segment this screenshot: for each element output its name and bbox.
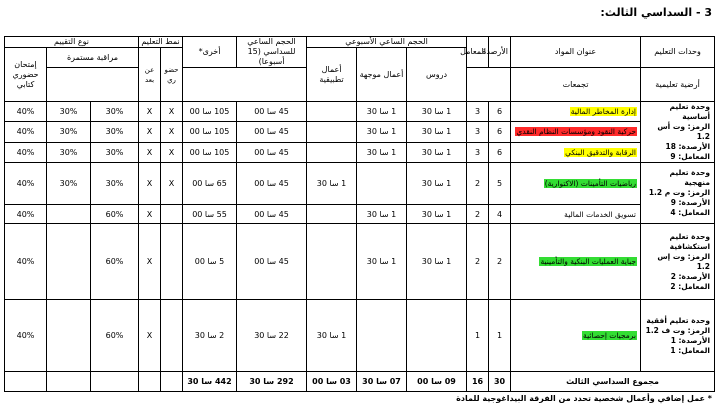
credits-cell: 5 — [489, 163, 511, 205]
remote-cell: X — [139, 205, 161, 224]
total-credits: 30 — [489, 372, 511, 392]
remote-cell: X — [139, 102, 161, 122]
subject-cell — [511, 102, 641, 122]
table-row — [5, 224, 715, 300]
tutorials-cell: 1 سا 30 — [357, 122, 407, 142]
lectures-cell: 1 سا 30 — [407, 142, 467, 162]
subject-name: تسويق الخدمات المالية — [564, 209, 637, 219]
subject-cell — [511, 142, 641, 162]
unit-line: المعامل: 2 — [670, 281, 711, 291]
header-presential: حضوري — [161, 48, 183, 102]
other-cell: 65 سا 00 — [183, 163, 237, 205]
subject-name: جباية العمليات البنكية والتأمينية — [540, 257, 637, 266]
table-row — [5, 102, 715, 122]
presential-cell: X — [161, 122, 183, 142]
total-semester: 292 سا 30 — [237, 372, 307, 392]
lectures-cell: 1 سا 30 — [407, 224, 467, 300]
semester-cell: 45 سا 00 — [237, 122, 307, 142]
coef-cell: 3 — [467, 102, 489, 122]
semester-cell: 45 سا 00 — [237, 224, 307, 300]
curriculum-table — [4, 36, 715, 392]
total-tutorials: 07 سا 30 — [357, 372, 407, 392]
unit-cell — [641, 102, 715, 163]
unit-line: وحدة تعليم أساسية — [669, 102, 711, 121]
total-practical: 03 سا 00 — [307, 372, 357, 392]
total-coef: 16 — [467, 372, 489, 392]
presential-cell: X — [161, 102, 183, 122]
coef-cell: 3 — [467, 142, 489, 162]
platform-cell: 30% — [91, 102, 139, 122]
platform-cell: 30% — [91, 142, 139, 162]
exam-cell: 40% — [5, 102, 47, 122]
table-body — [5, 102, 715, 392]
meetings-cell: 30% — [47, 102, 91, 122]
table-row — [5, 163, 715, 205]
header-platform: أرضية تعليمية — [641, 68, 715, 102]
exam-cell: 40% — [5, 300, 47, 372]
semester-cell: 45 سا 00 — [237, 205, 307, 224]
exam-cell: 40% — [5, 163, 47, 205]
subject-cell — [511, 122, 641, 142]
header-other: أخرى* — [183, 37, 237, 68]
unit-line: الرمز: وت ف 1.2 — [645, 325, 711, 335]
semester-cell: 45 سا 00 — [237, 163, 307, 205]
header-units: وحدات التعليم — [641, 37, 715, 68]
total-lectures: 09 سا 00 — [407, 372, 467, 392]
header-continuous-group: مراقبة مستمرة — [47, 48, 139, 68]
credits-cell: 6 — [489, 122, 511, 142]
credits-cell: 6 — [489, 142, 511, 162]
remote-cell: X — [139, 224, 161, 300]
meetings-cell: 30% — [47, 122, 91, 142]
platform-cell: 30% — [91, 122, 139, 142]
other-cell: 105 سا 00 — [183, 122, 237, 142]
platform-cell: 60% — [91, 205, 139, 224]
meetings-cell: 30% — [47, 142, 91, 162]
subject-name: برمجيات إحصائية — [583, 331, 637, 340]
header-weekly-group: الحجم الساعي الأسبوعي — [307, 37, 467, 48]
table-row — [5, 142, 715, 162]
header-coef: المعامل — [467, 37, 489, 68]
subject-name: إدارة المخاطر المالية — [570, 107, 637, 117]
other-cell: 55 سا 00 — [183, 205, 237, 224]
unit-line: الأرصدة: 2 — [670, 271, 711, 281]
credits-cell: 1 — [489, 300, 511, 372]
totals-row — [5, 372, 715, 392]
unit-line: الأرصدة: 9 — [670, 198, 711, 207]
coef-cell: 3 — [467, 122, 489, 142]
empty-cell — [91, 372, 139, 392]
page-title: 3 - السداسي الثالث: — [600, 6, 712, 19]
unit-line: وحدة تعليم أفقية — [646, 315, 711, 325]
semester-cell: 22 سا 30 — [237, 300, 307, 372]
unit-line: الرمز: وت أس 1.2 — [657, 122, 711, 141]
semester-cell: 45 سا 00 — [237, 142, 307, 162]
header-eval-group: نوع التقييم — [5, 37, 139, 48]
header-credits: الأرصدة — [489, 37, 511, 68]
footnote: * عمل إضافي وأعمال شخصية تحدد من الفرقة البيداغوجية للمادة — [456, 394, 712, 403]
table-header — [5, 37, 715, 102]
empty-cell — [5, 372, 47, 392]
credits-cell: 6 — [489, 102, 511, 122]
unit-line: المعامل: 9 — [670, 152, 711, 161]
header-practical: أعمال تطبيقية — [307, 48, 357, 102]
platform-cell: 30% — [91, 163, 139, 205]
tutorials-cell: 1 سا 30 — [357, 224, 407, 300]
unit-line: الأرصدة: 18 — [665, 142, 711, 151]
tutorials-cell: 1 سا 30 — [357, 102, 407, 122]
subject-name: الرقابة والتدقيق البنكي — [565, 147, 637, 157]
semester-cell: 45 سا 00 — [237, 102, 307, 122]
presential-cell — [161, 224, 183, 300]
coef-cell: 2 — [467, 224, 489, 300]
exam-cell: 40% — [5, 205, 47, 224]
remote-cell: X — [139, 163, 161, 205]
unit-cell — [641, 163, 715, 224]
remote-cell: X — [139, 300, 161, 372]
other-cell: 2 سا 30 — [183, 300, 237, 372]
other-cell: 5 سا 00 — [183, 224, 237, 300]
unit-cell — [641, 300, 715, 372]
table-row — [5, 122, 715, 142]
presential-cell: X — [161, 142, 183, 162]
remote-cell: X — [139, 122, 161, 142]
practical-cell: 1 سا 30 — [307, 300, 357, 372]
other-cell: 105 سا 00 — [183, 142, 237, 162]
empty-cell — [47, 372, 91, 392]
coef-cell: 2 — [467, 205, 489, 224]
practical-cell — [307, 142, 357, 162]
header-exam: إمتحان حضوري كتابي — [5, 48, 47, 102]
presential-cell — [161, 205, 183, 224]
lectures-cell: 1 سا 30 — [407, 163, 467, 205]
meetings-cell — [47, 224, 91, 300]
header-tutorials: أعمال موجهة — [357, 48, 407, 102]
exam-cell: 40% — [5, 122, 47, 142]
subject-cell — [511, 205, 641, 224]
lectures-cell — [407, 300, 467, 372]
practical-cell — [307, 224, 357, 300]
tutorials-cell: 1 سا 30 — [357, 142, 407, 162]
subject-cell — [511, 224, 641, 300]
practical-cell — [307, 102, 357, 122]
header-meetings: تجمعات — [511, 68, 641, 102]
presential-cell — [161, 300, 183, 372]
totals-label: مجموع السداسي الثالث — [511, 372, 715, 392]
subject-cell — [511, 300, 641, 372]
exam-cell: 40% — [5, 224, 47, 300]
subject-name: رياضيات التأمينات (الاكتوارية) — [544, 179, 637, 188]
header-remote: عن بعد — [139, 48, 161, 102]
table-row — [5, 205, 715, 224]
tutorials-cell: 1 سا 30 — [357, 205, 407, 224]
unit-line: وحدة تعليم استكشافية — [669, 231, 711, 251]
coef-cell: 1 — [467, 300, 489, 372]
empty-cell — [139, 372, 161, 392]
header-semester-hours: الحجم الساعي للسداسي (15 أسبوعا) — [237, 37, 307, 68]
other-cell: 105 سا 00 — [183, 102, 237, 122]
unit-line: وحدة تعليم منهجية — [669, 168, 711, 187]
meetings-cell: 30% — [47, 163, 91, 205]
unit-line: الأرصدة: 1 — [670, 335, 711, 345]
practical-cell: 1 سا 30 — [307, 163, 357, 205]
empty-cell — [161, 372, 183, 392]
unit-line: الرمز: وت م 1.2 — [648, 188, 711, 197]
subject-cell — [511, 163, 641, 205]
subject-name: حركية النقود ومؤسسات النظام النقدي — [516, 127, 637, 137]
unit-line: الرمز: وت إس 1.2 — [657, 251, 711, 271]
credits-cell: 2 — [489, 224, 511, 300]
exam-cell: 40% — [5, 142, 47, 162]
header-mode-group: نمط التعليم — [139, 37, 183, 48]
lectures-cell: 1 سا 30 — [407, 102, 467, 122]
remote-cell: X — [139, 142, 161, 162]
tutorials-cell — [357, 163, 407, 205]
meetings-cell — [47, 205, 91, 224]
lectures-cell: 1 سا 30 — [407, 122, 467, 142]
credits-cell: 4 — [489, 205, 511, 224]
coef-cell: 2 — [467, 163, 489, 205]
total-other: 442 سا 30 — [183, 372, 237, 392]
tutorials-cell — [357, 300, 407, 372]
platform-cell: 60% — [91, 224, 139, 300]
header-subjects: عنوان المواد — [511, 37, 641, 68]
practical-cell — [307, 122, 357, 142]
header-lectures: دروس — [407, 48, 467, 102]
practical-cell — [307, 205, 357, 224]
lectures-cell: 1 سا 30 — [407, 205, 467, 224]
meetings-cell — [47, 300, 91, 372]
unit-line: المعامل: 1 — [670, 345, 711, 355]
unit-line: المعامل: 4 — [670, 208, 711, 217]
unit-cell — [641, 224, 715, 300]
presential-cell: X — [161, 163, 183, 205]
table-row — [5, 300, 715, 372]
platform-cell: 60% — [91, 300, 139, 372]
